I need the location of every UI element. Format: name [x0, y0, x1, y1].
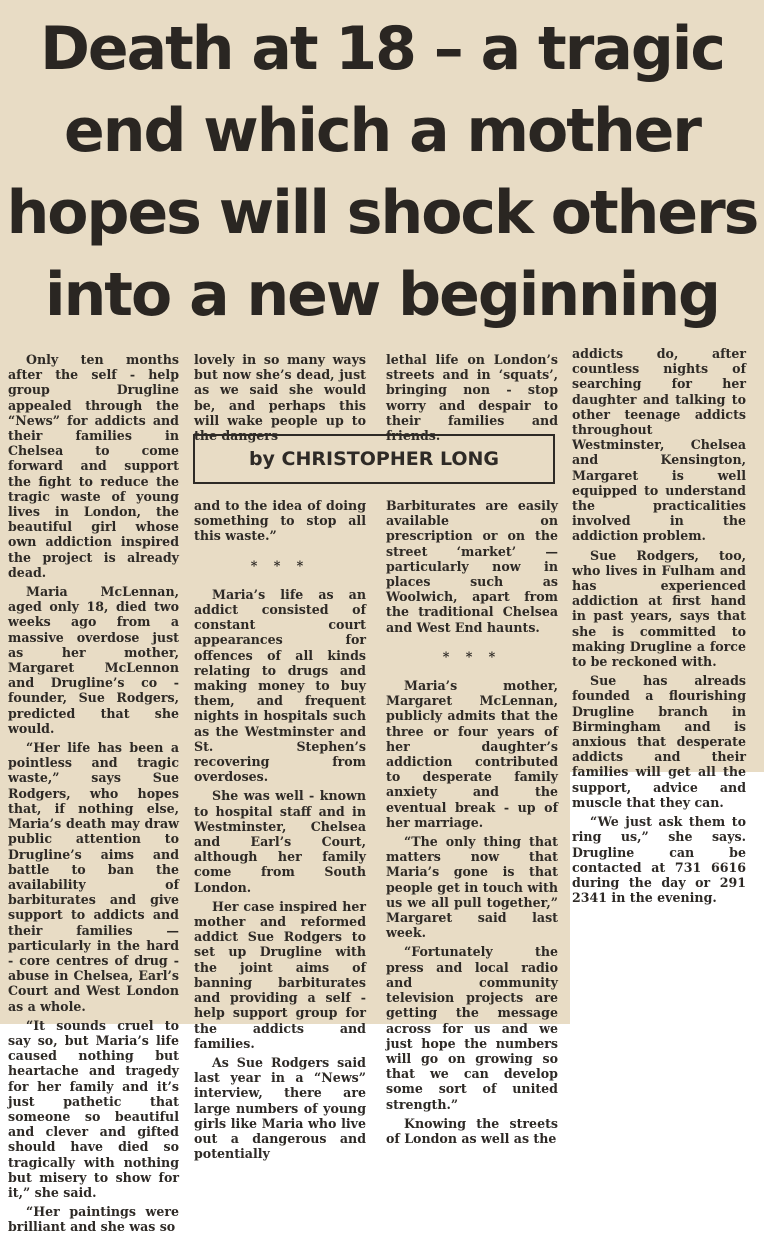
- article-column-1: [8, 352, 179, 1239]
- paragraph: “We just ask them to ring us,” she says. Drugline can be contacted at 731 6616 during the day or 291 2341 in the evening.: [572, 814, 746, 906]
- byline: by CHRISTOPHER LONG: [193, 434, 555, 484]
- paragraph: She was well - known to hospital staff and in Westminster, Chelsea and Earl’s Court, although her family come from South London.: [194, 788, 366, 895]
- paragraph: lethal life on London’s streets and in ‘squats’, bringing non - stop worry and despair to their families and friends.: [386, 352, 558, 444]
- article-column-2-bottom: [194, 498, 366, 1165]
- paragraph: As Sue Rodgers said last year in a “News” interview, there are large numbers of young girls like Maria who live out a dangerous and potentially: [194, 1054, 366, 1162]
- paragraph: Knowing the streets of London as well as the: [386, 1115, 558, 1146]
- paragraph: addicts do, after countless nights of searching for her daughter and talking to other teenage addicts throughout Westminster, Chelsea and Kensington, Margaret is well equipped to understand the practicalities involved in the addiction problem.: [572, 346, 746, 544]
- paragraph: Maria’s life as an addict consisted of constant court appearances for offences of all kinds relating to drugs and making money to buy them, and frequent nights in hospitals such as the Westminster and St. Stephen’s recovering from overdoses.: [194, 586, 366, 785]
- paragraph: “The only thing that matters now that Maria’s gone is that people get in touch with us we all pull together,” Margaret said last week.: [386, 834, 558, 941]
- headline: Death at 18 – a tragic end which a mother hopes will shock others into a new beginning: [6, 14, 758, 330]
- article-column-2-top: [194, 352, 366, 447]
- paragraph: and to the idea of doing something to stop all this waste.”: [194, 498, 366, 544]
- paragraph: “It sounds cruel to say so, but Maria’s life caused nothing but heartache and tragedy for her family and it’s just pathetic that someone so beautiful and clever and gifted should have died so tragically with nothing but misery to show for it,” she said.: [8, 1017, 179, 1200]
- paragraph: Only ten months after the self - help group Drugline appealed through the “News” for addicts and their families in Chelsea to come forward and support the fight to reduce the tragic waste of young lives in London, the beautiful girl whose own addiction inspired the project is already dead.: [8, 352, 179, 580]
- paragraph: Barbiturates are easily available on prescription or on the street ‘market’ — particularly now in places such as Woolwich, apart from the traditional Chelsea and West End haunts.: [386, 498, 558, 635]
- article-column-3-top: [386, 352, 558, 447]
- paragraph: Her case inspired her mother and reformed addict Sue Rodgers to set up Drugline with the joint aims of banning barbiturates and providing a self - help support group for the addicts and families.: [194, 898, 366, 1051]
- paragraph: Maria’s mother, Margaret McLennan, publicly admits that the three or four years of her daughter’s addiction contributed to desperate family anxiety and the eventual break - up of her marriage.: [386, 678, 558, 830]
- article-column-3-bottom: [386, 498, 558, 1150]
- paragraph: Maria McLennan, aged only 18, died two weeks ago from a massive overdose just as her mother, Margaret McLennon and Drugline’s co - founder, Sue Rodgers, predicted that she would.: [8, 584, 179, 736]
- paragraph: Sue Rodgers, too, who lives in Fulham and has experienced addiction at first hand in past years, says that she is committed to making Drugline a force to be reckoned with.: [572, 547, 746, 670]
- article-column-4: [572, 346, 746, 909]
- paragraph: “Her paintings were brilliant and she was so: [8, 1204, 179, 1235]
- section-break: * * *: [442, 648, 502, 664]
- section-break: * * *: [250, 557, 310, 573]
- paragraph: “Fortunately the press and local radio and community television projects are getting the message across for us and we just hope the numbers will go on growing so that we can develop some sort of united strength.”: [386, 944, 558, 1112]
- paragraph: Sue has alreads founded a flourishing Drugline branch in Birmingham and is anxious that desperate addicts and their families will get all the support, advice and muscle that they can.: [572, 673, 746, 810]
- paragraph: lovely in so many ways but now she’s dead, just as we said she would be, and perhaps this will wake people up to the dangers: [194, 352, 366, 444]
- paragraph: “Her life has been a pointless and tragic waste,” says Sue Rodgers, who hopes that, if nothing else, Maria’s death may draw public attention to Drugline’s aims and battle to ban the availability of barbiturates and give support to addicts and their families — particularly in the hard - core centres of drug - abuse in Chelsea, Earl’s Court and West London as a whole.: [8, 740, 179, 1014]
